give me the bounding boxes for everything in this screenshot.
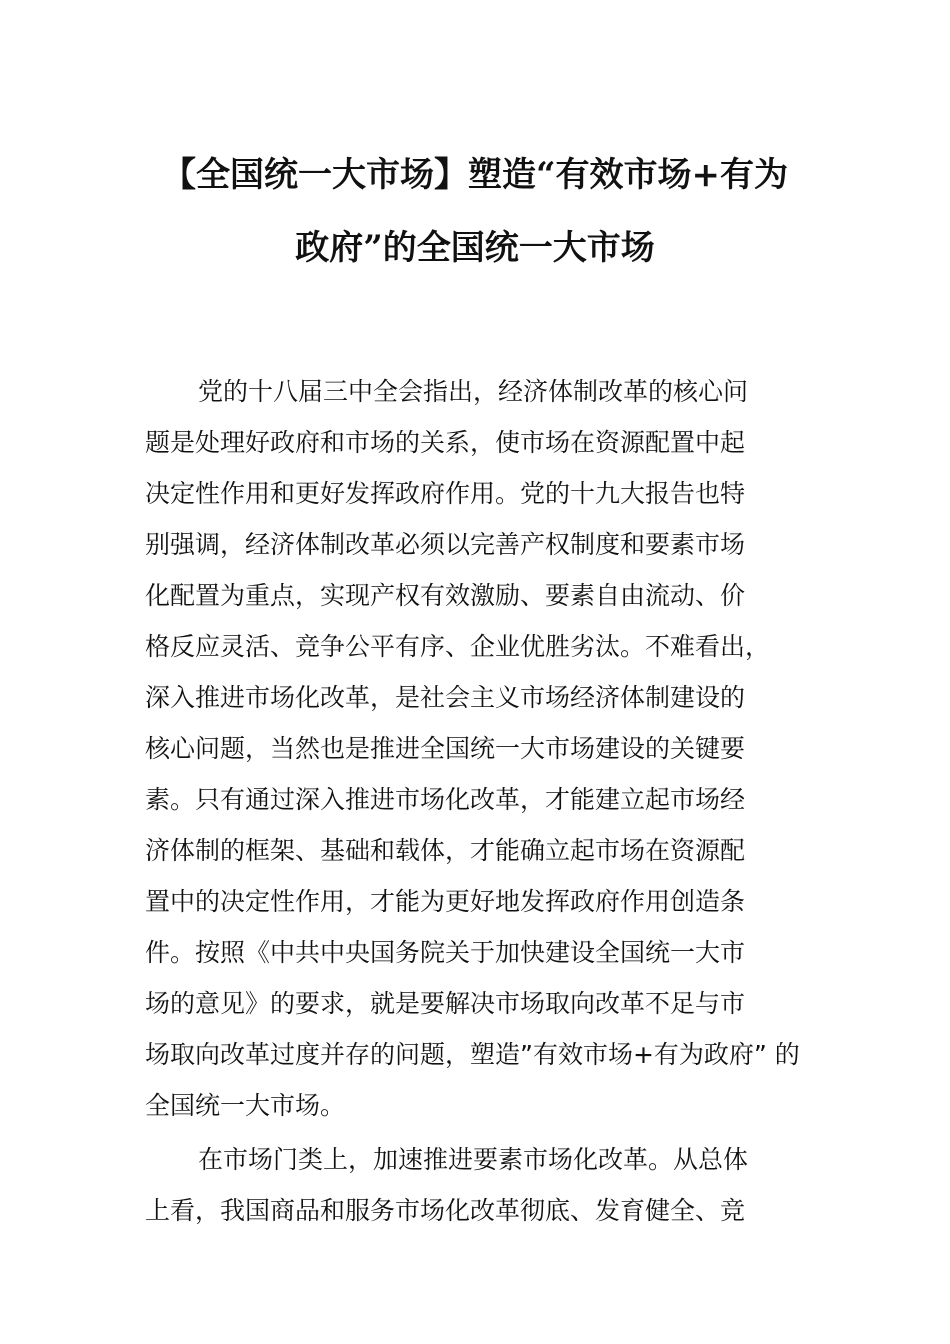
paragraph-line: 场取向改革过度并存的问题，塑造”有效市场+有为政府” 的 xyxy=(145,1040,800,1069)
paragraph-line: 场的意见》的要求，就是要解决市场取向改革不足与市 xyxy=(145,989,746,1018)
paragraph-line: 格反应灵活、竞争公平有序、企业优胜劣汰。不难看出， xyxy=(145,632,771,661)
paragraph-line: 党的十八届三中全会指出，经济体制改革的核心问 xyxy=(198,377,749,406)
paragraph-line: 上看，我国商品和服务市场化改革彻底、发育健全、竞 xyxy=(145,1196,746,1225)
document-title-line-2: 政府”的全国统一大市场 xyxy=(295,228,655,268)
paragraph-line: 置中的决定性作用，才能为更好地发挥政府作用创造条 xyxy=(145,887,746,916)
paragraph-line: 决定性作用和更好发挥政府作用。党的十九大报告也特 xyxy=(145,479,746,508)
paragraph-line: 深入推进市场化改革，是社会主义市场经济体制建设的 xyxy=(145,683,746,712)
paragraph-line: 素。只有通过深入推进市场化改革，才能建立起市场经 xyxy=(145,785,746,814)
paragraph-line: 件。按照《中共中央国务院关于加快建设全国统一大市 xyxy=(145,938,746,967)
paragraph-line: 核心问题，当然也是推进全国统一大市场建设的关键要 xyxy=(145,734,746,763)
paragraph-line: 济体制的框架、基础和载体，才能确立起市场在资源配 xyxy=(145,836,746,865)
paragraph-line: 别强调，经济体制改革必须以完善产权制度和要素市场 xyxy=(145,530,746,559)
paragraph-line: 全国统一大市场。 xyxy=(145,1091,346,1120)
document-title-line-1: 【全国统一大市场】塑造“有效市场+有为 xyxy=(161,155,789,195)
paragraph-line: 题是处理好政府和市场的关系，使市场在资源配置中起 xyxy=(145,428,746,457)
paragraph-line: 在市场门类上，加速推进要素市场化改革。从总体 xyxy=(198,1145,749,1174)
paragraph-line: 化配置为重点，实现产权有效激励、要素自由流动、价 xyxy=(145,581,746,610)
